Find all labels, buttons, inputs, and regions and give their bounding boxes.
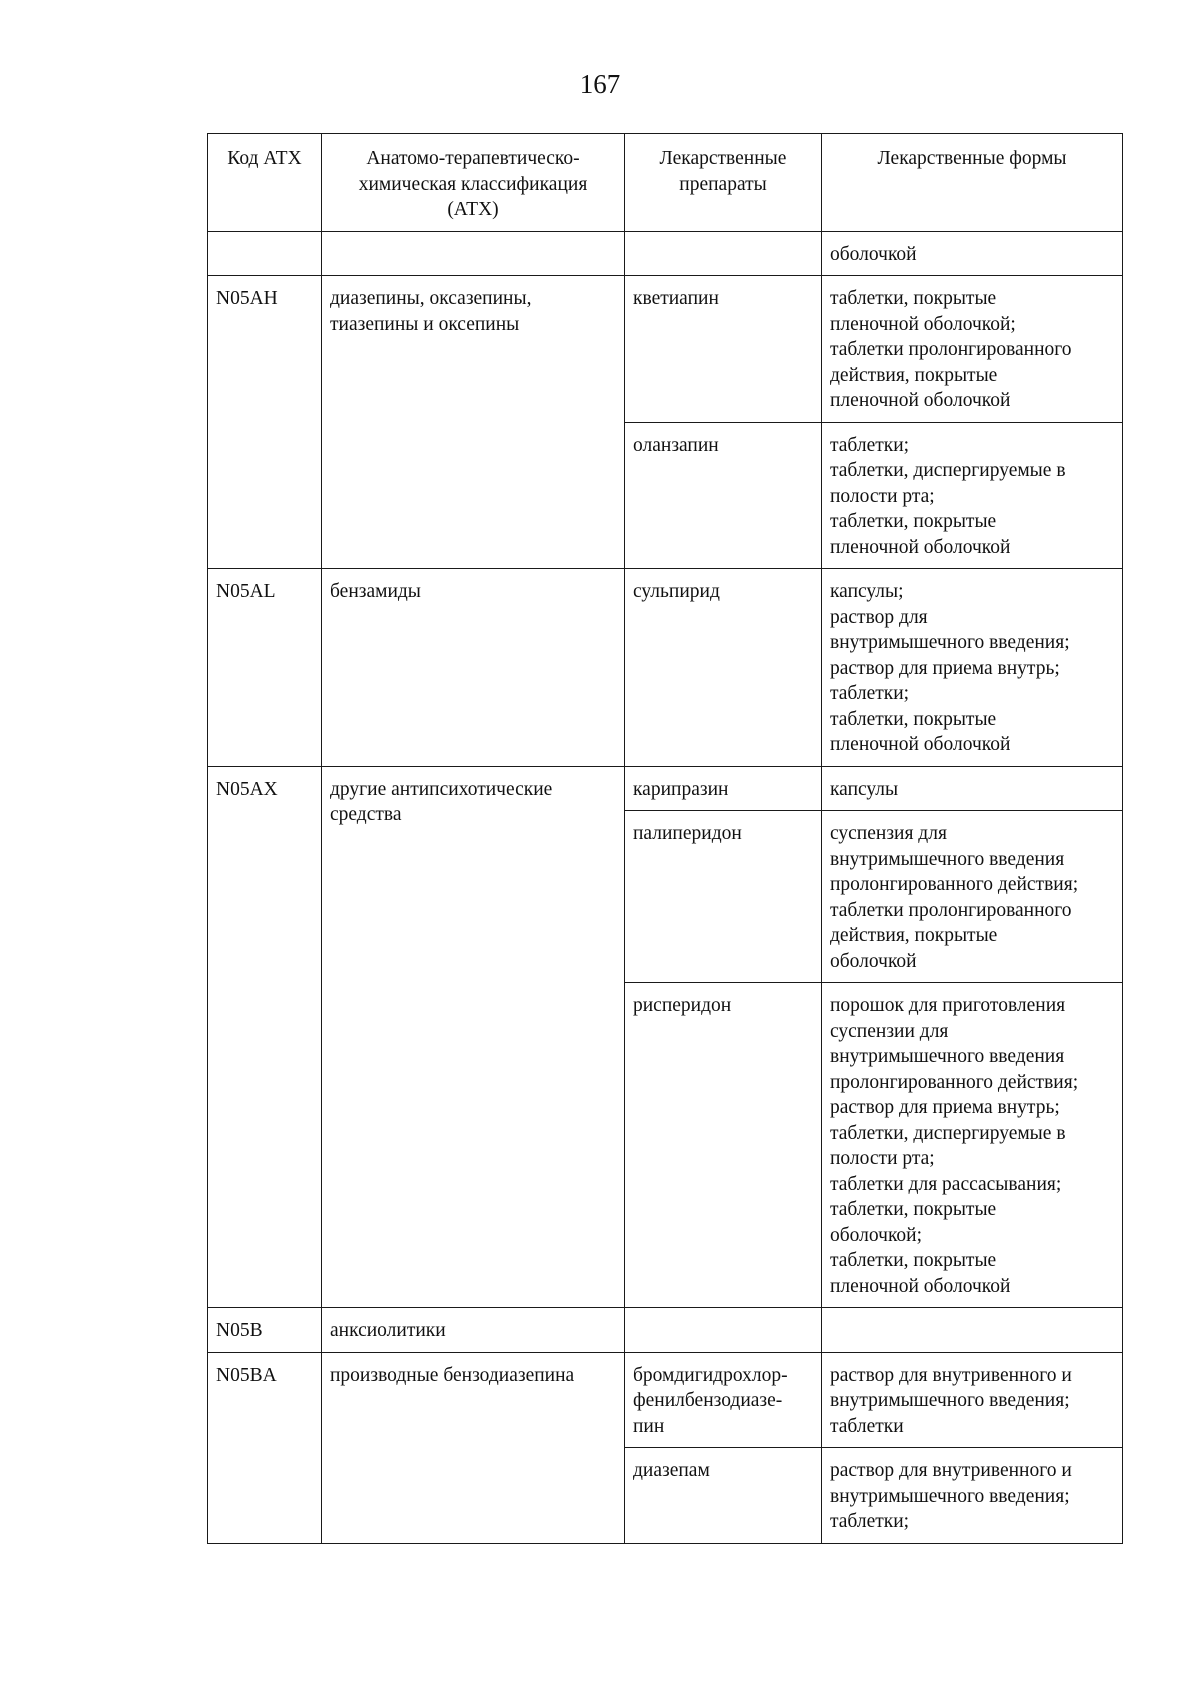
form-text: оболочкой; (830, 1224, 923, 1246)
drug-name: бромдигидрохлор- (633, 1364, 788, 1386)
table-body (208, 231, 1123, 1543)
form-text: таблетки, покрытые (830, 708, 997, 730)
form-text: таблетки, покрытые (830, 511, 997, 532)
form-text: пленочной оболочкой (830, 390, 1011, 411)
classification-text: диазепины, оксазепины, (330, 288, 532, 309)
cell-classification (322, 1352, 625, 1543)
cell-code (208, 231, 322, 276)
cell-classification (322, 766, 625, 1308)
table-row (208, 276, 1123, 423)
classification-text: анксиолитики (330, 1320, 446, 1341)
cell-classification (322, 569, 625, 767)
form-text: капсулы (830, 778, 899, 800)
cell-drug (625, 569, 822, 767)
cell-classification (322, 1308, 625, 1353)
form-text: раствор для приема внутрь; (830, 657, 1060, 679)
form-text: оболочкой (830, 950, 917, 972)
header-text: Лекарственные (659, 148, 787, 169)
cell-drug (625, 983, 822, 1308)
header-classification (322, 134, 625, 232)
drug-name: оланзапин (633, 434, 719, 456)
form-text: таблетки; (830, 683, 910, 704)
form-text: внутримышечного введения; (830, 1485, 1070, 1507)
atx-classification-table (207, 133, 1123, 1544)
cell-code: N05AX (208, 766, 322, 1308)
table-row (208, 766, 1123, 811)
drug-name: фенилбензодиазе- (633, 1390, 783, 1411)
form-text: действия, покрытые (830, 925, 998, 946)
form-text: пленочной оболочкой (830, 734, 1011, 755)
cell-code: N05AL (208, 569, 322, 767)
cell-code: N05AH (208, 276, 322, 569)
cell-drug (625, 766, 822, 811)
drug-name: рисперидон (633, 995, 732, 1016)
form-text: раствор для (830, 606, 928, 628)
header-drugs (625, 134, 822, 232)
cell-drug (625, 276, 822, 423)
cell-forms (822, 1448, 1123, 1544)
form-text: пролонгированного действия; (830, 874, 1079, 895)
form-text: суспензии для (830, 1020, 949, 1042)
form-text: таблетки, диспергируемые в (830, 1122, 1066, 1144)
form-text: пленочной оболочкой; (830, 313, 1016, 335)
table-row (208, 1352, 1123, 1448)
form-text: капсулы; (830, 581, 904, 602)
cell-drug (625, 811, 822, 983)
header-text: Анатомо-терапевтическо- (366, 148, 580, 169)
form-text: раствор для приема внутрь; (830, 1097, 1060, 1118)
form-text: внутримышечного введения; (830, 632, 1070, 653)
cell-classification (322, 231, 625, 276)
cell-forms (822, 1352, 1123, 1448)
cell-forms (822, 766, 1123, 811)
classification-text: производные бензодиазепина (330, 1364, 575, 1386)
header-text: (АТХ) (447, 199, 499, 220)
cell-drug (625, 1308, 822, 1353)
form-text: таблетки, покрытые (830, 1199, 997, 1220)
header-forms (822, 134, 1123, 232)
form-text: полости рта; (830, 485, 935, 507)
form-text: раствор для внутривенного и (830, 1364, 1072, 1386)
table-header-row (208, 134, 1123, 232)
cell-drug (625, 422, 822, 569)
header-text: Лекарственные формы (877, 148, 1067, 169)
table-row (208, 569, 1123, 767)
header-text: Код АТХ (227, 148, 302, 169)
cell-forms (822, 231, 1123, 276)
cell-drug (625, 1352, 822, 1448)
form-text: внутримышечного введения (830, 1046, 1065, 1067)
form-text: таблетки, покрытые (830, 1250, 997, 1271)
form-text: таблетки пролонгированного (830, 339, 1072, 360)
cell-drug (625, 1448, 822, 1544)
drug-name: карипразин (633, 778, 729, 800)
header-text: препараты (679, 173, 767, 195)
cell-forms (822, 1308, 1123, 1353)
classification-text: другие антипсихотические (330, 778, 553, 800)
drug-name: пин (633, 1415, 665, 1437)
form-text: пленочной оболочкой (830, 536, 1011, 558)
classification-text: тиазепины и оксепины (330, 313, 520, 335)
table-row (208, 1308, 1123, 1353)
form-text: оболочкой (830, 243, 917, 265)
form-text: полости рта; (830, 1148, 935, 1169)
form-text: раствор для внутривенного и (830, 1460, 1072, 1481)
form-text: таблетки, покрытые (830, 288, 997, 309)
form-text: суспензия для (830, 823, 947, 844)
header-text: химическая классификация (358, 173, 588, 195)
cell-forms (822, 811, 1123, 983)
form-text: пролонгированного действия; (830, 1071, 1079, 1093)
cell-forms (822, 276, 1123, 423)
form-text: таблетки; (830, 1511, 910, 1532)
form-text: внутримышечного введения; (830, 1390, 1070, 1411)
form-text: таблетки, диспергируемые в (830, 460, 1066, 481)
classification-text: средства (330, 804, 402, 825)
header-code (208, 134, 322, 232)
form-text: внутримышечного введения (830, 848, 1065, 870)
continuation-row (208, 231, 1123, 276)
cell-forms (822, 422, 1123, 569)
form-text: таблетки для рассасывания; (830, 1173, 1062, 1195)
cell-code: N05B (208, 1308, 322, 1353)
form-text: пленочной оболочкой (830, 1275, 1011, 1297)
drug-name: сульпирид (633, 581, 720, 602)
form-text: действия, покрытые (830, 364, 998, 386)
cell-code: N05BA (208, 1352, 322, 1543)
form-text: таблетки; (830, 434, 910, 456)
cell-forms (822, 983, 1123, 1308)
cell-classification (322, 276, 625, 569)
page-number: 167 (579, 69, 621, 99)
drug-name: диазепам (633, 1460, 710, 1481)
form-text: таблетки пролонгированного (830, 899, 1072, 921)
drug-name: палиперидон (633, 823, 742, 844)
form-text: таблетки (830, 1415, 904, 1437)
cell-forms (822, 569, 1123, 767)
drug-name: кветиапин (633, 288, 719, 309)
form-text: порошок для приготовления (830, 995, 1066, 1016)
classification-text: бензамиды (330, 581, 421, 602)
cell-drug (625, 231, 822, 276)
